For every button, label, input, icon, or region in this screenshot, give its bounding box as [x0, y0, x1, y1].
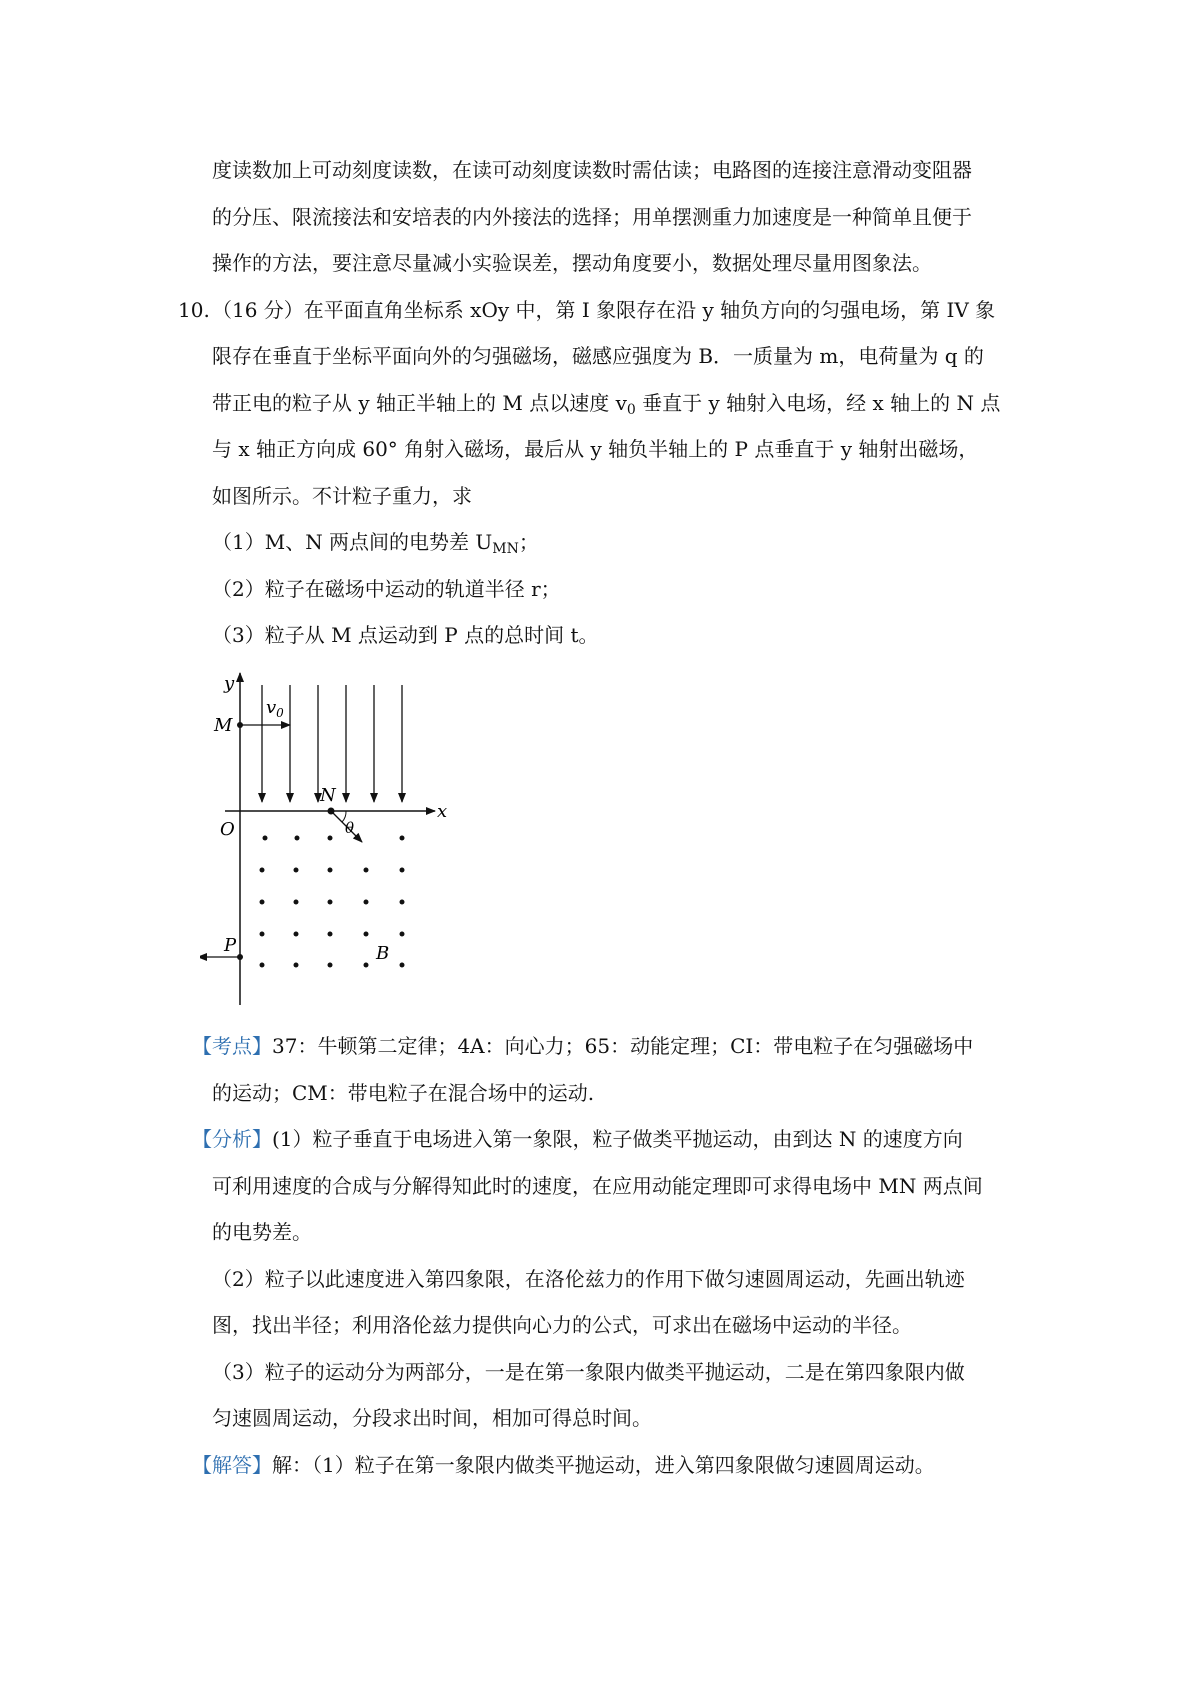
problem-number: 10.: [178, 298, 210, 322]
v0-label-v: v: [266, 697, 277, 718]
fenxi-line-1: [192, 1127, 1012, 1151]
jieda-line-1: [192, 1453, 1012, 1477]
kaodian-line-2: 的运动；CM：带电粒子在混合场中的运动.: [212, 1081, 595, 1105]
intro-line-3: 操作的方法，要注意尽量减小实验误差，摆动角度要小，数据处理尽量用图象法。: [212, 251, 932, 275]
fenxi-line-7: 匀速圆周运动，分段求出时间，相加可得总时间。: [212, 1406, 652, 1430]
kaodian-line-1: [192, 1034, 1012, 1058]
problem-line-3: [212, 391, 1032, 422]
fenxi-line-5: 图，找出半径；利用洛伦兹力提供向心力的公式，可求出在磁场中运动的半径。: [212, 1313, 912, 1337]
p-label: P: [224, 935, 237, 956]
v0-label-sub: 0: [276, 706, 284, 720]
problem-line-3-b: 垂直于 y 轴射入电场，经 x 轴上的 N 点: [635, 391, 1001, 415]
intro-line-1: 度读数加上可动刻度读数，在读可动刻度读数时需估读；电路图的连接注意滑动变阻器: [212, 158, 972, 182]
b-label: B: [376, 943, 390, 964]
problem-line-5: 如图所示。不计粒子重力，求: [212, 484, 472, 508]
theta-label: θ: [345, 819, 355, 837]
fenxi-line-4: （2）粒子以此速度进入第四象限，在洛伦兹力的作用下做匀速圆周运动，先画出轨迹: [212, 1267, 965, 1291]
problem-line-3-sub: 0: [626, 402, 636, 418]
fenxi-text-1: (1）粒子垂直于电场进入第一象限，粒子做类平抛运动，由到达 N 的速度方向: [272, 1127, 963, 1151]
question-1-a: （1）M、N 两点间的电势差 U: [212, 530, 493, 554]
y-axis-label: y: [224, 673, 235, 694]
problem-line-2: 限存在垂直于坐标平面向外的匀强磁场，磁感应强度为 B．一质量为 m，电荷量为 q 的: [212, 344, 984, 368]
fenxi-line-6: （3）粒子的运动分为两部分，一是在第一象限内做类平抛运动，二是在第四象限内做: [212, 1360, 965, 1384]
origin-label: O: [220, 819, 235, 840]
problem-line-4: 与 x 轴正方向成 60° 角射入磁场，最后从 y 轴负半轴上的 P 点垂直于 y 轴射出磁场，: [212, 437, 979, 461]
fenxi-line-3: 的电势差。: [212, 1220, 312, 1244]
jieda-text-1: 解：（1）粒子在第一象限内做类平抛运动，进入第四象限做匀速圆周运动。: [272, 1453, 935, 1477]
n-label: N: [320, 785, 336, 806]
problem-line-1: （16 分）在平面直角坐标系 xOy 中，第 I 象限存在沿 y 轴负方向的匀强电场，第 IV 象: [212, 298, 996, 322]
m-label: M: [214, 715, 233, 736]
question-1: [212, 530, 1032, 561]
jieda-tag: 【解答】: [192, 1453, 272, 1477]
kaodian-tag: 【考点】: [192, 1034, 272, 1058]
v0-label: [266, 697, 284, 720]
problem-line-3-a: 带正电的粒子从 y 轴正半轴上的 M 点以速度 v: [212, 391, 627, 415]
question-1-b: ；: [518, 530, 539, 554]
fenxi-line-2: 可利用速度的合成与分解得知此时的速度，在应用动能定理即可求得电场中 MN 两点间: [212, 1174, 983, 1198]
question-1-sub: MN: [492, 541, 519, 557]
kaodian-text-1: 37：牛顿第二定律；4A：向心力；65：动能定理；CI：带电粒子在匀强磁场中: [272, 1034, 974, 1058]
x-axis-label: x: [437, 801, 448, 822]
fenxi-tag: 【分析】: [192, 1127, 272, 1151]
question-3: （3）粒子从 M 点运动到 P 点的总时间 t。: [212, 623, 599, 647]
intro-line-2: 的分压、限流接法和安培表的内外接法的选择；用单摆测重力加速度是一种简单且便于: [212, 205, 972, 229]
question-2: （2）粒子在磁场中运动的轨道半径 r；: [212, 577, 561, 601]
physics-figure: [200, 665, 500, 1005]
